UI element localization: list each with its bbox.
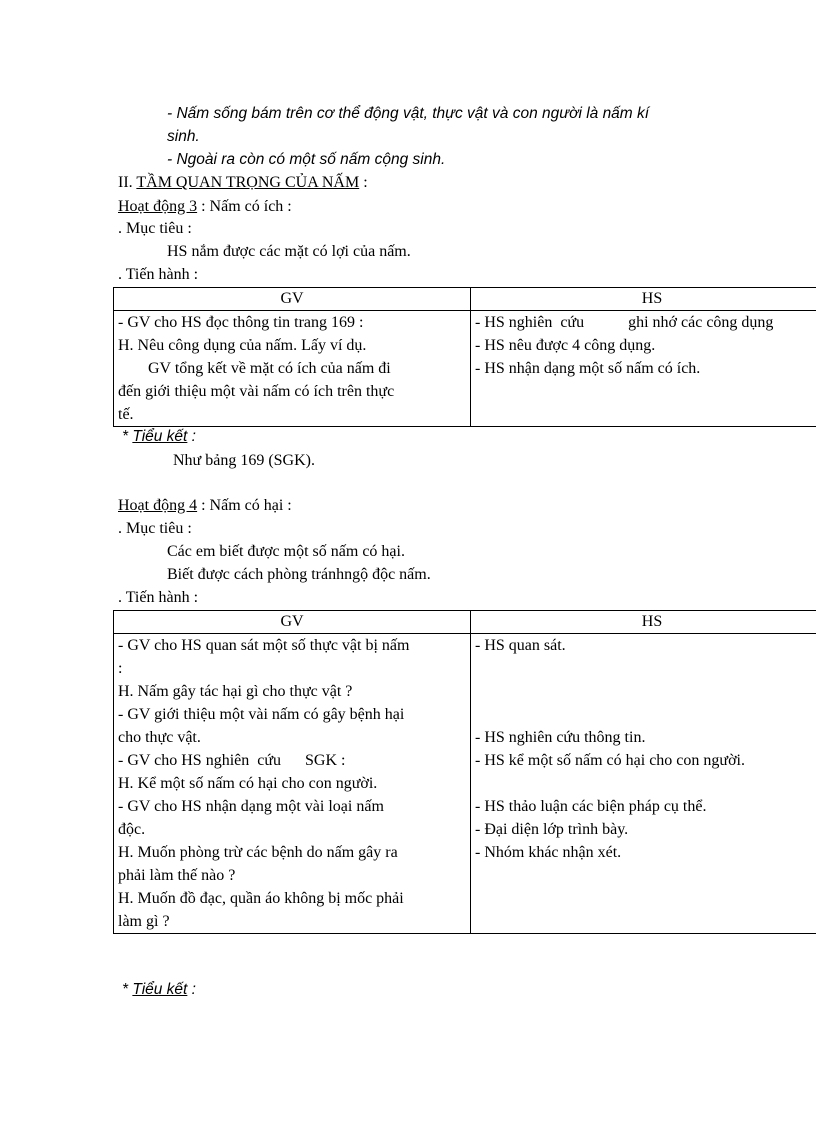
gv-line: H. Nêu công dụng của nấm. Lấy ví dụ. [118,337,367,354]
gv-line: H. Muốn phòng trừ các bệnh do nấm gây ra [118,844,398,861]
activity3-table [113,287,816,427]
gv-line: - GV cho HS nhận dạng một vài loại nấm [118,798,384,815]
activity3-process-label: . Tiến hành : [118,266,199,283]
gv-line: - GV cho HS quan sát một số thực vật bị nấm [118,637,410,654]
colon: : [191,981,196,998]
activity4-col-gv: GV [114,611,471,634]
star: * [122,428,129,445]
activity3-label: Hoạt động 3 [118,198,198,215]
activity4-process-label: . Tiến hành : [118,589,199,606]
activity4-table [113,610,816,934]
activity3-col-hs: HS [471,288,816,311]
activity3-summary-text: Như bảng 169 (SGK). [173,452,315,469]
hs-line: - HS nêu được 4 công dụng. [475,337,656,354]
colon: : [191,428,196,445]
hs-line: - HS nhận dạng một số nấm có ích. [475,360,701,377]
intro-line-1: - Nấm sống bám trên cơ thể động vật, thực vật và con người là nấm kí [167,105,650,122]
activity4-label: Hoạt động 4 [118,497,198,514]
hs-line: - HS quan sát. [475,637,566,654]
activity3-summary-heading [122,426,196,448]
activity3-gv-cell [114,311,471,427]
gv-line: H. Muốn đồ đạc, quần áo không bị mốc phải [118,890,404,907]
activity4-col-hs: HS [471,611,816,634]
gv-line: đến giới thiệu một vài nấm có ích trên thực [118,383,395,400]
hs-spacer [475,703,816,726]
activity4-heading [118,495,292,517]
gv-line: làm gì ? [118,913,170,930]
activity3-goal-text: HS nắm được các mặt có lợi của nấm. [167,243,411,260]
activity4-summary-heading [122,979,196,1001]
gv-line: - GV giới thiệu một vài nấm có gây bệnh hại [118,706,405,723]
hs-line: - HS thảo luận các biện pháp cụ thể. [475,798,707,815]
section-heading [118,172,368,194]
hs-line: - HS kể một số nấm có hại cho con người. [475,752,745,769]
gv-line: - GV cho HS đọc thông tin trang 169 : [118,314,364,331]
activity4-gv-cell [114,634,471,934]
section-prefix: II. [118,174,137,191]
intro-line-1b: sinh. [167,128,200,145]
activity4-title: : Nấm có hại : [197,497,292,514]
hs-line: - HS nghiên cứu thông tin. [475,729,646,746]
activity3-heading [118,196,292,218]
hs-spacer [475,657,816,680]
gv-line: H. Kể một số nấm có hại cho con người. [118,775,378,792]
hs-line: - Nhóm khác nhận xét. [475,844,622,861]
gv-line: - GV cho HS nghiên cứu SGK : [118,752,346,769]
gv-line: GV tổng kết về mặt có ích của nấm đi [148,360,391,377]
gv-line: H. Nấm gây tác hại gì cho thực vật ? [118,683,353,700]
activity3-goal-label: . Mục tiêu : [118,220,192,237]
activity3-col-gv: GV [114,288,471,311]
gv-line: phải làm thế nào ? [118,867,236,884]
activity4-goal-line-2: Biết được cách phòng tránhngộ độc nấm. [167,566,431,583]
intro-line-2: - Ngoài ra còn có một số nấm cộng sinh. [167,151,446,168]
section-suffix: : [359,174,368,191]
activity4-summary-label: Tiểu kết [132,981,188,998]
hs-line: - Đại diện lớp trình bày. [475,821,629,838]
section-title: TẦM QUAN TRỌNG CỦA NẤM [136,174,360,191]
hs-spacer [475,680,816,703]
gv-line: tế. [118,406,134,423]
activity3-summary-label: Tiểu kết [132,428,188,445]
activity4-hs-cell [471,634,816,934]
hs-line: - HS nghiên cứu ghi nhớ các công dụng [475,314,774,331]
activity3-title: : Nấm có ích : [197,198,292,215]
activity3-hs-cell [471,311,816,427]
star: * [122,981,129,998]
activity4-goal-label: . Mục tiêu : [118,520,192,537]
gv-line: : [118,660,123,677]
activity4-goal-line-1: Các em biết được một số nấm có hại. [167,543,405,560]
gv-line: độc. [118,821,146,838]
gv-line: cho thực vật. [118,729,201,746]
hs-spacer [475,772,816,795]
